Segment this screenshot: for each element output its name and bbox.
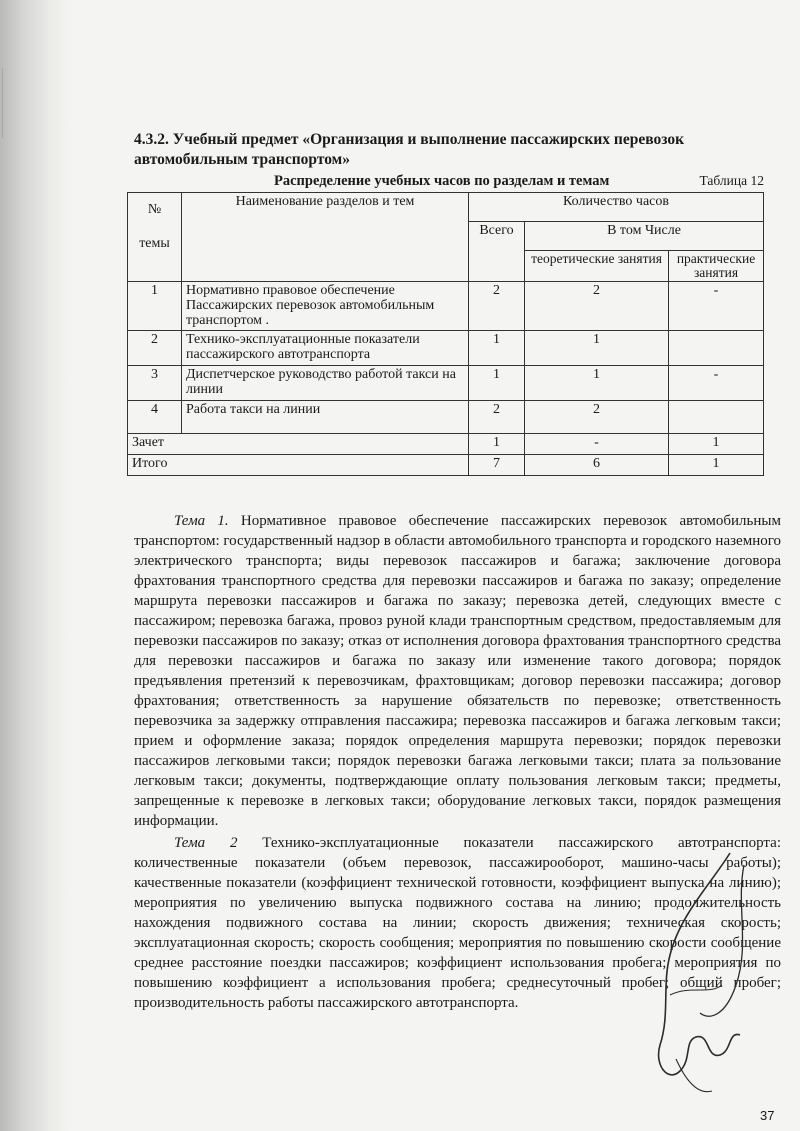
- exam-theory: -: [525, 434, 669, 455]
- row-number: 1: [128, 282, 182, 331]
- table-caption: [134, 173, 764, 191]
- row-total: 1: [469, 331, 525, 366]
- scan-page-edge: [0, 0, 70, 1131]
- header-topic-number: № темы: [128, 193, 182, 282]
- hours-distribution-table: [127, 192, 764, 476]
- row-name: Диспетчерское руководство работой такси на линии: [182, 366, 469, 401]
- row-name: Работа такси на линии: [182, 401, 469, 434]
- row-theory: 1: [525, 366, 669, 401]
- topic-1-paragraph: [134, 511, 781, 831]
- row-theory: 1: [525, 331, 669, 366]
- header-hours-count: Количество часов: [469, 193, 764, 222]
- exam-practice: 1: [669, 434, 764, 455]
- sum-theory: 6: [525, 455, 669, 476]
- previous-page-edge: [2, 68, 31, 138]
- topic-2-text: Технико-эксплуатационные показатели пассажирского автотранспорта: количественные показатели (объем перевозок, пассажирооборот, машино-часы работы); качественные показатели (коэффициент технической готовности, коэффициент выпуска на линию); мероприятия по увеличению выпуска подвижного состава на линию; продолжительность нахождения подвижного состава на линии; скорость движения; техническая скорость; эксплуатационная скорость; скорость сообщения; мероприятия по повышению скорости сообщение среднее расстояние поездки пассажиров; коэффициент использования пробега; мероприятия по повышению коэффициент а использования пробега; среднесуточный пробег; общий пробег; производительность работы пассажирского автотранспорта.: [134, 835, 781, 1011]
- sum-practice: 1: [669, 455, 764, 476]
- topic-1-label: Тема 1.: [174, 513, 229, 529]
- header-practice: практические занятия: [669, 251, 764, 282]
- table-row-exam: [128, 434, 764, 455]
- row-number: 2: [128, 331, 182, 366]
- section-heading: [134, 130, 754, 170]
- header-theory: теоретические занятия: [525, 251, 669, 282]
- row-name: Нормативно правовое обеспечение Пассажирских перевозок автомобильным транспортом .: [182, 282, 469, 331]
- section-heading-line-2: автомобильным транспортом»: [134, 151, 350, 168]
- row-theory: 2: [525, 282, 669, 331]
- table-number: Таблица 12: [699, 173, 764, 188]
- topic-1-text: Нормативное правовое обеспечение пассажирских перевозок автомобильным транспортом: государственный надзор в области автомобильного транспорта и городского наземного электрического транспорта; виды перевозок пассажиров и багажа; заключение договора фрахтования транспортного средства для перевозки пассажиров и багажа по заказу; определение маршрута перевозки пассажиров и багажа по заказу; перевозка детей, следующих вместе с пассажиром; перевозка багажа, провоз руной клади транспортным средством, предоставляемым для перевозки пассажиров по заказу; отказ от исполнения договора фрахтования транспортного средства для перевозки пассажиров и багажа по заказу или изменение такого договора; порядок предъявления претензий к перевозчикам, фрахтовщикам; договор перевозки пассажира; договор фрахтования; ответственность за нарушение обязательств по перевозке; ответственность перевозчика за задержку отправления пассажира; перевозка пассажиров и багажа легковым такси; прием и оформление заказа; порядок определения маршрута перевозки; порядок перевозки пассажиров легковыми такси; порядок перевозки багажа легковыми такси; плата за пользование легковым такси; документы, подтверждающие оплату пользования легковым такси; предметы, запрещенные к перевозке в легковых такси; оборудование легковых такси, порядок размещения информации.: [134, 513, 781, 829]
- exam-label: Зачет: [128, 434, 469, 455]
- header-section-name: Наименование разделов и тем: [182, 193, 469, 282]
- handwritten-signature: [640, 845, 770, 1105]
- row-practice: [669, 331, 764, 366]
- table-row: [128, 366, 764, 401]
- row-number: 4: [128, 401, 182, 434]
- sum-label: Итого: [128, 455, 469, 476]
- row-practice: -: [669, 282, 764, 331]
- row-theory: 2: [525, 401, 669, 434]
- row-total: 2: [469, 282, 525, 331]
- table-header-row-1: [128, 193, 764, 222]
- sum-total: 7: [469, 455, 525, 476]
- row-total: 1: [469, 366, 525, 401]
- table-row-total: [128, 455, 764, 476]
- row-total: 2: [469, 401, 525, 434]
- header-including: В том Числе: [525, 222, 764, 251]
- header-total: Всего: [469, 222, 525, 282]
- table-row: [128, 331, 764, 366]
- section-heading-line-1: 4.3.2. Учебный предмет «Организация и выполнение пассажирских перевозок: [134, 131, 685, 148]
- row-name: Технико-эксплуатационные показатели пассажирского автотранспорта: [182, 331, 469, 366]
- table-row: [128, 282, 764, 331]
- table-row: [128, 401, 764, 434]
- row-number: 3: [128, 366, 182, 401]
- table-caption-title: Распределение учебных часов по разделам и темам: [274, 173, 610, 189]
- exam-total: 1: [469, 434, 525, 455]
- row-practice: [669, 401, 764, 434]
- topic-2-label: Тема 2: [174, 835, 238, 851]
- page-number: 37: [760, 1108, 775, 1123]
- row-practice: -: [669, 366, 764, 401]
